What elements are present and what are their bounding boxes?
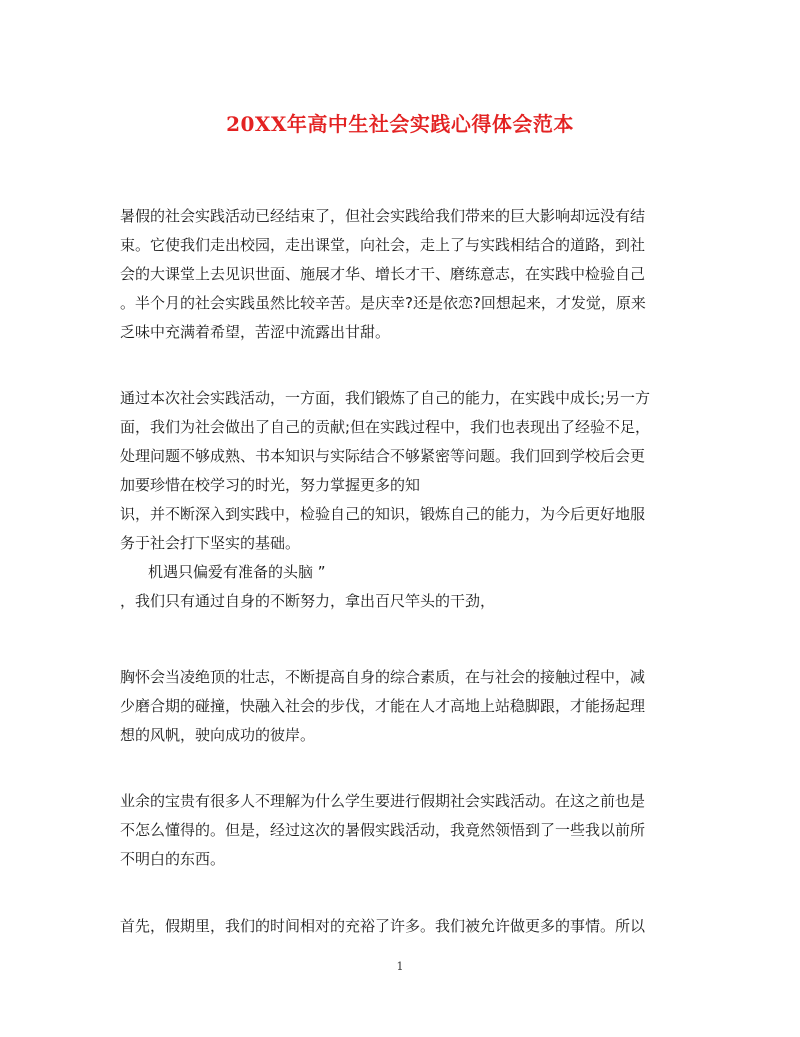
- document-title: 20XX年高中生社会实践心得体会范本: [226, 112, 574, 136]
- text-line: 胸怀会当凌绝顶的壮志，不断提高自身的综合素质，在与社会的接触过程中，减: [120, 668, 646, 686]
- text-line: 乏味中充满着希望，苦涩中流露出甘甜。: [120, 323, 391, 341]
- page-number: 1: [396, 960, 404, 973]
- text-line: 束。它使我们走出校园，走出课堂，向社会，走上了与实践相结合的道路，到社: [120, 236, 646, 254]
- text-line: 业余的宝贵有很多人不理解为什么学生要进行假期社会实践活动。在这之前也是: [120, 792, 646, 810]
- text-line: 通过本次社会实践活动，一方面，我们锻炼了自己的能力，在实践中成长;另一方: [120, 389, 651, 407]
- text-line: 面，我们为社会做出了自己的贡献;但在实践过程中，我们也表现出了经验不足，: [120, 418, 651, 436]
- text-line: 首先，假期里，我们的时间相对的充裕了许多。我们被允许做更多的事情。所以: [120, 917, 646, 935]
- text-line: 想的风帆，驶向成功的彼岸。: [120, 726, 316, 744]
- text-line: 务于社会打下坚实的基础。: [120, 534, 301, 552]
- paragraph-2: [120, 384, 680, 616]
- text-line: 会的大课堂上去见识世面、施展才华、增长才干、磨练意志，在实践中检验自己: [120, 265, 646, 283]
- text-line: 不怎么懂得的。但是，经过这次的暑假实践活动，我竟然领悟到了一些我以前所: [120, 821, 646, 839]
- text-line: 加要珍惜在校学习的时光，努力掌握更多的知: [120, 476, 421, 494]
- text-line: 不明白的东西。: [120, 850, 226, 868]
- paragraph-3: [120, 663, 680, 750]
- text-line: 。半个月的社会实践虽然比较辛苦。是庆幸?还是依恋?回想起来，才发觉，原来: [120, 294, 646, 312]
- text-line-indented: 机遇只偏爱有准备的头脑 ”: [148, 563, 326, 581]
- paragraph-4: [120, 787, 680, 874]
- paragraph-1: [120, 202, 680, 347]
- text-line: 处理问题不够成熟、书本知识与实际结合不够紧密等问题。我们回到学校后会更: [120, 447, 646, 465]
- text-line: 暑假的社会实践活动已经结束了，但社会实践给我们带来的巨大影响却远没有结: [120, 207, 646, 225]
- text-line: ，我们只有通过自身的不断努力，拿出百尺竿头的干劲，: [120, 592, 496, 610]
- paragraph-5: [120, 912, 680, 941]
- text-line: 识，并不断深入到实践中，检验自己的知识，锻炼自己的能力，为今后更好地服: [120, 505, 646, 523]
- text-line: 少磨合期的碰撞，快融入社会的步伐，才能在人才高地上站稳脚跟，才能扬起理: [120, 697, 646, 715]
